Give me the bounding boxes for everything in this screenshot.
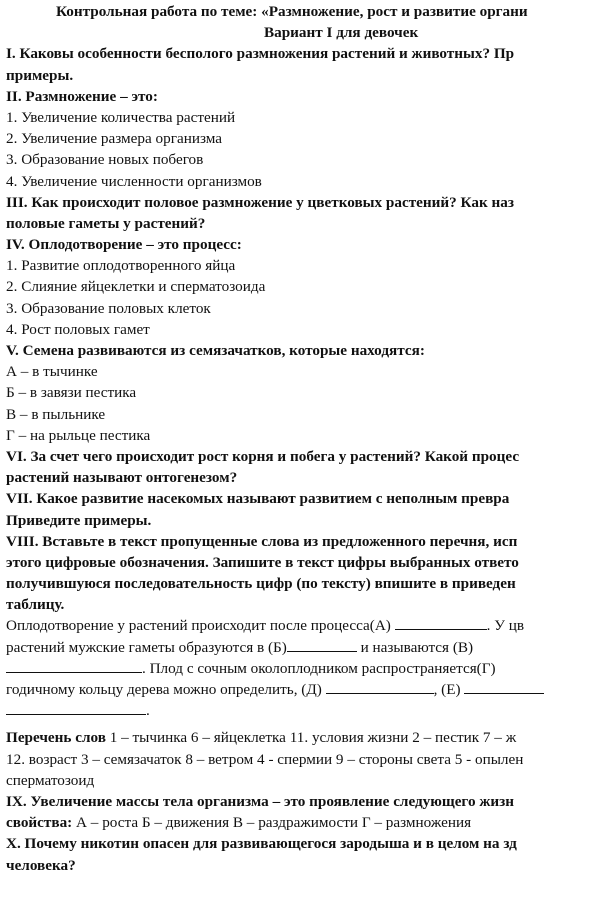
- question-2-title: II. Размножение – это:: [6, 87, 158, 105]
- word-list-line-1: [6, 727, 591, 748]
- question-6-line-1: VI. За счет чего происходит рост корня и побега у растений? Какой процес: [6, 447, 520, 465]
- question-9-line-1: IX. Увеличение массы тела организма – это проявление следующего жизн: [6, 792, 514, 810]
- word-list-line-3: сперматозоид: [6, 771, 95, 789]
- blank-f[interactable]: [6, 700, 146, 715]
- question-4-option-2: 2. Слияние яйцеклетки и сперматозоида: [6, 278, 266, 296]
- word-list-label: Перечень слов: [6, 729, 106, 747]
- question-9-options: А – роста Б – движения В – раздражимости Г – размножения: [72, 814, 472, 832]
- question-4-title: IV. Оплодотворение – это процесс:: [6, 236, 242, 254]
- question-2-option-2: 2. Увеличение размера организма: [6, 130, 222, 148]
- fill-text-segment: Оплодотворение у растений происходит после процесса(А): [6, 617, 391, 635]
- blank-d[interactable]: [326, 679, 434, 694]
- question-5-title: V. Семена развиваются из семязачатков, которые находятся:: [6, 342, 425, 359]
- question-2-option-4: 4. Увеличение численности организмов: [6, 172, 262, 190]
- question-6-line-2: растений называют онтогенезом?: [6, 469, 238, 487]
- question-1-line-1: I. Каковы особенности бесполого размножения растений и животных? Пр: [6, 45, 515, 63]
- question-8-line-1: VIII. Вставьте в текст пропущенные слова из предложенного перечня, исп: [6, 532, 518, 550]
- question-3-line-1: III. Как происходит половое размножение у цветковых растений? Как наз: [6, 193, 514, 211]
- fill-text-segment: . Плод с сочным околоплодником распространяется(Г): [142, 659, 496, 677]
- question-3-line-2: половые гаметы у растений?: [6, 214, 206, 232]
- fill-text-segment: и называются (В): [356, 638, 474, 656]
- blank-c[interactable]: [6, 658, 142, 673]
- fill-in-text-line-1: [6, 615, 591, 636]
- question-8-line-3: получившуюся последовательность цифр (по тексту) впишите в приведен: [6, 575, 516, 593]
- question-5-option-a: А – в тычинке: [6, 363, 98, 381]
- fill-text-segment: растений мужские гаметы образуются в (Б): [6, 638, 287, 656]
- fill-text-segment: годичному кольцу дерева можно определить, (Д): [6, 681, 322, 698]
- question-8-line-2: этого цифровые обозначения. Запишите в текст цифры выбранных ответо: [6, 553, 519, 571]
- question-5-option-d: Г – на рыльце пестика: [6, 426, 151, 444]
- fill-text-segment: , (Е): [433, 681, 461, 698]
- worksheet-title: Контрольная работа по теме: «Размножение, рост и развитие органи: [56, 3, 528, 20]
- question-2-option-1: 1. Увеличение количества растений: [6, 108, 236, 126]
- fill-in-text-line-2: [6, 637, 591, 658]
- blank-a[interactable]: [395, 615, 487, 630]
- word-list-items: 1 – тычинка 6 – яйцеклетка 11. условия жизни 2 – пестик 7 – ж: [105, 729, 517, 747]
- fill-in-text-line-4: [6, 679, 591, 700]
- variant-label: Вариант I для девочек: [264, 24, 419, 42]
- fill-in-text-line-5: [6, 700, 591, 721]
- question-5-option-c: В – в пыльнике: [6, 405, 106, 423]
- blank-e[interactable]: [464, 679, 544, 694]
- fill-in-text-line-3: [6, 658, 591, 679]
- question-9-line-2: [6, 812, 591, 833]
- question-9-label: свойства:: [6, 814, 73, 832]
- word-list-line-2: 12. возраст 3 – семязачаток 8 – ветром 4 - спермии 9 – стороны света 5 - опылен: [6, 750, 524, 768]
- question-1-line-2: примеры.: [6, 66, 74, 84]
- question-4-option-3: 3. Образование половых клеток: [6, 299, 211, 317]
- worksheet-content: [6, 1, 591, 876]
- question-2-option-3: 3. Образование новых побегов: [6, 151, 204, 169]
- question-7-line-1: VII. Какое развитие насекомых называют развитием с неполным преврa: [6, 490, 510, 508]
- fill-text-segment: . У цв: [486, 617, 525, 635]
- question-8-line-4: таблицу.: [6, 596, 65, 614]
- blank-b[interactable]: [287, 637, 357, 652]
- question-5-option-b: Б – в завязи пестика: [6, 384, 137, 402]
- question-4-option-1: 1. Развитие оплодотворенного яйца: [6, 257, 236, 275]
- question-10-line-1: X. Почему никотин опасен для развивающегося зародыша и в целом на зд: [6, 835, 517, 853]
- question-4-option-4: 4. Рост половых гамет: [6, 320, 150, 338]
- question-10-line-2: человека?: [6, 856, 76, 874]
- question-7-line-2: Приведите примеры.: [6, 511, 152, 529]
- fill-text-segment: .: [146, 702, 150, 720]
